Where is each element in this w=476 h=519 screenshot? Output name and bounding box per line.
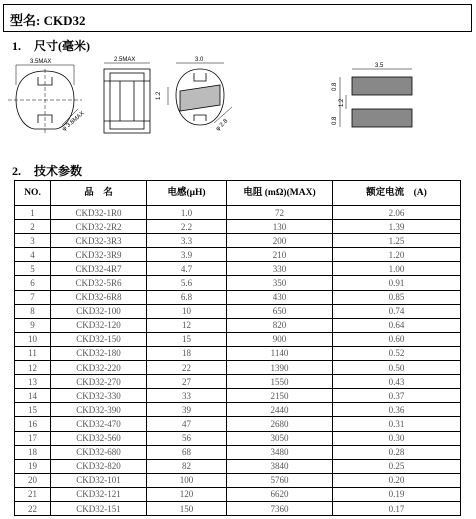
table-cell: CKD32-680 <box>51 445 147 459</box>
table-cell: 82 <box>147 459 227 473</box>
table-row <box>15 501 461 515</box>
dim-label: φ 3.8MAX <box>61 110 86 133</box>
table-row <box>15 417 461 431</box>
table-row <box>15 389 461 403</box>
table-cell: 0.31 <box>333 417 461 431</box>
table-cell: 3050 <box>227 431 333 445</box>
table-cell: 18 <box>147 346 227 360</box>
spec-table <box>14 180 461 516</box>
table-row <box>15 403 461 417</box>
table-header-row <box>15 181 461 206</box>
table-cell: 8 <box>15 304 51 318</box>
table-cell: 0.43 <box>333 375 461 389</box>
dim-label: 2.5MAX <box>114 57 136 63</box>
table-cell: CKD32-3R3 <box>51 234 147 248</box>
table-row <box>15 459 461 473</box>
table-cell: 200 <box>227 234 333 248</box>
table-cell: 0.85 <box>333 290 461 304</box>
table-row <box>15 290 461 304</box>
table-cell: CKD32-1R0 <box>51 206 147 220</box>
table-cell: 350 <box>227 276 333 290</box>
section-specs-heading <box>12 162 82 179</box>
table-row <box>15 332 461 346</box>
table-cell: 2.2 <box>147 220 227 234</box>
table-cell: CKD32-3R9 <box>51 248 147 262</box>
table-cell: 2150 <box>227 389 333 403</box>
table-row <box>15 487 461 501</box>
table-cell: 72 <box>227 206 333 220</box>
table-cell: 2440 <box>227 403 333 417</box>
table-cell: CKD32-180 <box>51 346 147 360</box>
table-row <box>15 276 461 290</box>
table-cell: CKD32-121 <box>51 487 147 501</box>
table-cell: 330 <box>227 262 333 276</box>
table-cell: 0.60 <box>333 332 461 346</box>
table-cell: 68 <box>147 445 227 459</box>
table-cell: 33 <box>147 389 227 403</box>
table-cell: 1140 <box>227 346 333 360</box>
table-cell: 20 <box>15 473 51 487</box>
table-cell: 2680 <box>227 417 333 431</box>
table-cell: CKD32-2R2 <box>51 220 147 234</box>
table-cell: 11 <box>15 346 51 360</box>
table-cell: CKD32-150 <box>51 332 147 346</box>
table-cell: CKD32-151 <box>51 501 147 515</box>
table-cell: 1.39 <box>333 220 461 234</box>
column-header: 额定电流 (A) <box>333 181 461 206</box>
table-cell: CKD32-220 <box>51 361 147 375</box>
table-cell: 100 <box>147 473 227 487</box>
table-cell: 0.28 <box>333 445 461 459</box>
table-cell: 17 <box>15 431 51 445</box>
table-cell: CKD32-100 <box>51 304 147 318</box>
table-row <box>15 318 461 332</box>
table-row <box>15 220 461 234</box>
table-cell: 7360 <box>227 501 333 515</box>
dim-label: 3.5MAX <box>30 59 52 65</box>
table-cell: 1.00 <box>333 262 461 276</box>
table-cell: 22 <box>15 501 51 515</box>
table-cell: 4.7 <box>147 262 227 276</box>
table-cell: 0.37 <box>333 389 461 403</box>
table-cell: 7 <box>15 290 51 304</box>
table-cell: 0.19 <box>333 487 461 501</box>
table-cell: 9 <box>15 318 51 332</box>
table-cell: CKD32-330 <box>51 389 147 403</box>
table-cell: 14 <box>15 389 51 403</box>
table-cell: 430 <box>227 290 333 304</box>
table-cell: CKD32-4R7 <box>51 262 147 276</box>
title-box <box>3 4 472 32</box>
column-header: 电感(μH) <box>147 181 227 206</box>
table-cell: CKD32-470 <box>51 417 147 431</box>
table-cell: 1390 <box>227 361 333 375</box>
table-cell: 5760 <box>227 473 333 487</box>
table-cell: 56 <box>147 431 227 445</box>
table-row <box>15 304 461 318</box>
table-cell: 4 <box>15 248 51 262</box>
table-cell: 650 <box>227 304 333 318</box>
dim-label: 3.0 <box>195 57 204 63</box>
table-cell: 2.06 <box>333 206 461 220</box>
table-cell: 21 <box>15 487 51 501</box>
table-cell: 1.20 <box>333 248 461 262</box>
section-label: 技术参数 <box>34 164 83 178</box>
table-cell: CKD32-101 <box>51 473 147 487</box>
table-cell: 3840 <box>227 459 333 473</box>
table-row <box>15 445 461 459</box>
table-cell: 0.91 <box>333 276 461 290</box>
table-row <box>15 346 461 360</box>
table-cell: 47 <box>147 417 227 431</box>
table-cell: 6.8 <box>147 290 227 304</box>
section-label: 尺寸(毫米) <box>34 39 90 53</box>
table-cell: 0.74 <box>333 304 461 318</box>
table-cell: 3.3 <box>147 234 227 248</box>
dim-label: 0.8 <box>332 116 338 125</box>
dimension-drawing <box>0 55 476 155</box>
table-cell: 16 <box>15 417 51 431</box>
column-header: 品 名 <box>51 181 147 206</box>
table-cell: 120 <box>147 487 227 501</box>
table-cell: 3480 <box>227 445 333 459</box>
table-cell: 19 <box>15 459 51 473</box>
table-cell: 1.25 <box>333 234 461 248</box>
table-row <box>15 361 461 375</box>
table-cell: 5.6 <box>147 276 227 290</box>
section-dimensions-heading <box>12 37 90 54</box>
table-cell: 150 <box>147 501 227 515</box>
column-header: NO. <box>15 181 51 206</box>
table-row <box>15 248 461 262</box>
model-title: 型名: CKD32 <box>10 13 86 28</box>
table-cell: 210 <box>227 248 333 262</box>
table-cell: 0.52 <box>333 346 461 360</box>
dim-label: 1.2 <box>156 91 162 100</box>
table-cell: 900 <box>227 332 333 346</box>
table-cell: CKD32-6R8 <box>51 290 147 304</box>
table-row <box>15 375 461 389</box>
table-cell: 27 <box>147 375 227 389</box>
table-cell: 6620 <box>227 487 333 501</box>
table-cell: CKD32-560 <box>51 431 147 445</box>
table-cell: CKD32-120 <box>51 318 147 332</box>
table-body <box>15 206 461 516</box>
table-cell: 10 <box>147 304 227 318</box>
table-cell: 12 <box>15 361 51 375</box>
table-cell: 22 <box>147 361 227 375</box>
dim-label: φ 2.8 <box>215 118 230 133</box>
table-cell: 3.9 <box>147 248 227 262</box>
table-cell: 39 <box>147 403 227 417</box>
table-row <box>15 262 461 276</box>
table-row <box>15 473 461 487</box>
table-cell: 0.30 <box>333 431 461 445</box>
table-cell: 820 <box>227 318 333 332</box>
section-number: 1. <box>12 39 21 53</box>
table-cell: 15 <box>15 403 51 417</box>
table-cell: CKD32-270 <box>51 375 147 389</box>
table-cell: 0.17 <box>333 501 461 515</box>
table-row <box>15 234 461 248</box>
table-cell: 6 <box>15 276 51 290</box>
column-header: 电阻 (mΩ)(MAX) <box>227 181 333 206</box>
table-cell: 0.36 <box>333 403 461 417</box>
table-cell: 0.25 <box>333 459 461 473</box>
table-cell: 1550 <box>227 375 333 389</box>
section-number: 2. <box>12 164 21 178</box>
table-cell: 13 <box>15 375 51 389</box>
table-cell: 1.0 <box>147 206 227 220</box>
table-cell: 0.20 <box>333 473 461 487</box>
table-cell: 15 <box>147 332 227 346</box>
table-cell: 5 <box>15 262 51 276</box>
table-row <box>15 431 461 445</box>
table-cell: CKD32-5R6 <box>51 276 147 290</box>
table-cell: 3 <box>15 234 51 248</box>
table-cell: 12 <box>147 318 227 332</box>
table-cell: 1 <box>15 206 51 220</box>
table-cell: 2 <box>15 220 51 234</box>
table-cell: CKD32-390 <box>51 403 147 417</box>
table-row <box>15 206 461 220</box>
table-cell: CKD32-820 <box>51 459 147 473</box>
table-cell: 10 <box>15 332 51 346</box>
table-cell: 0.50 <box>333 361 461 375</box>
table-cell: 18 <box>15 445 51 459</box>
table-cell: 130 <box>227 220 333 234</box>
dim-label: 3.5 <box>375 63 384 69</box>
table-cell: 0.64 <box>333 318 461 332</box>
dim-label: 1.2 <box>339 98 345 107</box>
dim-label: 0.8 <box>332 82 338 91</box>
